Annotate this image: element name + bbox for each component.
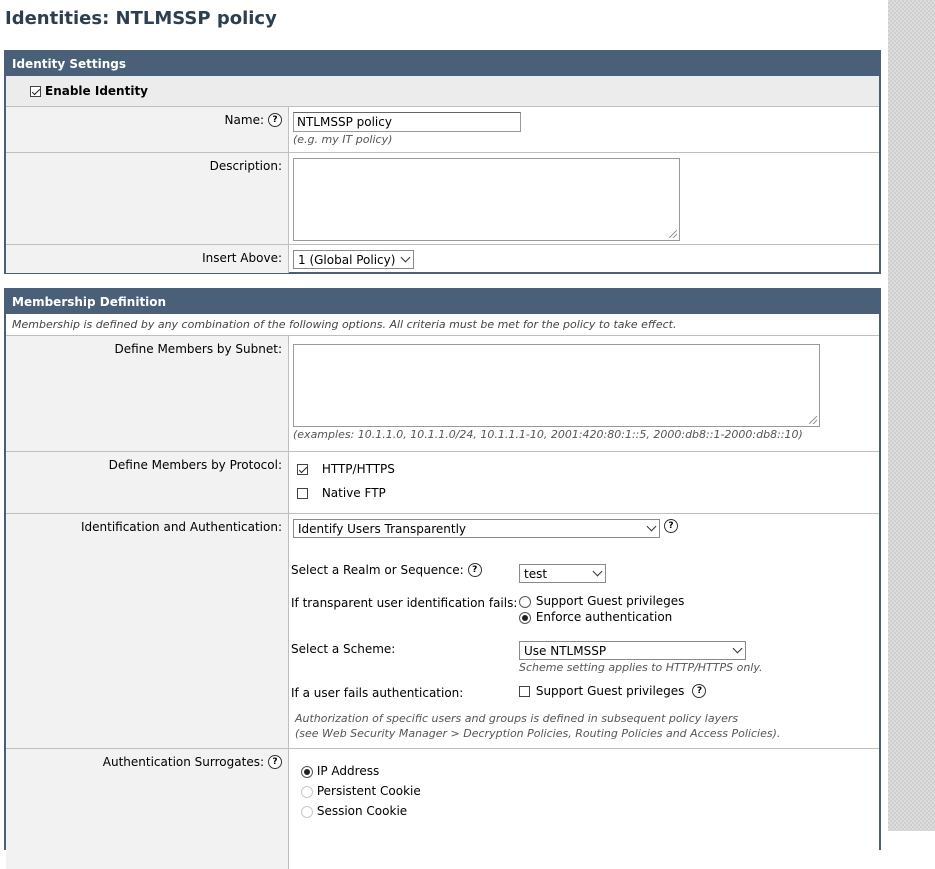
session-radio[interactable]	[301, 806, 313, 818]
ip-label: IP Address	[316, 764, 380, 778]
subnet-label: Define Members by Subnet:	[114, 342, 282, 356]
membership-intro: Membership is defined by any combination of the following options. All criteria must be met for the policy to take effect.	[12, 318, 677, 331]
subnet-value-cell	[289, 336, 879, 451]
subnet-hint: (examples: 10.1.1.0, 10.1.1.0/24, 10.1.1.1-10, 2001:420:80:1::5, 2000:db8::1-2000:db8::10)	[293, 428, 803, 441]
insert-above-row	[6, 244, 879, 273]
chevron-down-icon	[401, 253, 411, 263]
persistent-label: Persistent Cookie	[316, 784, 421, 798]
ftp-label: Native FTP	[321, 486, 386, 500]
enforce-label: Enforce authentication	[535, 610, 673, 624]
chevron-down-icon	[647, 522, 657, 532]
realm-label-wrap	[291, 563, 482, 577]
surrogate-ip[interactable]	[301, 764, 879, 778]
ip-radio[interactable]	[301, 766, 313, 778]
name-label-cell	[6, 107, 289, 152]
subnet-textarea[interactable]	[293, 344, 820, 427]
auth-row	[6, 513, 879, 748]
chevron-down-icon	[593, 567, 603, 577]
name-input[interactable]	[293, 112, 521, 132]
authz-note-1: Authorization of specific users and groups is defined in subsequent policy layers	[295, 712, 739, 725]
background-pattern	[888, 0, 935, 831]
realm-label: Select a Realm or Sequence:	[291, 563, 464, 577]
protocol-row	[6, 451, 879, 513]
identity-settings-panel	[4, 50, 881, 274]
membership-panel	[4, 288, 881, 850]
fail-option-guest[interactable]	[519, 594, 684, 608]
user-fail-option-label: Support Guest privileges	[535, 684, 685, 698]
insert-above-label: Insert Above:	[202, 251, 282, 265]
user-fail-option[interactable]	[519, 684, 706, 698]
subnet-row	[6, 335, 879, 451]
auth-value-cell	[289, 514, 879, 748]
persistent-radio[interactable]	[301, 786, 313, 798]
ftp-checkbox[interactable]	[297, 488, 308, 499]
auth-label-cell	[6, 514, 289, 748]
resize-grip-icon[interactable]	[809, 416, 817, 424]
http-checkbox[interactable]	[297, 464, 308, 475]
page-title: Identities: NTLMSSP policy	[5, 8, 277, 29]
insert-above-select[interactable]	[293, 250, 414, 269]
protocol-label-cell	[6, 452, 289, 513]
protocol-label: Define Members by Protocol:	[108, 458, 282, 472]
surrogate-session[interactable]	[301, 804, 879, 818]
help-icon[interactable]: ?	[692, 684, 706, 698]
surrogates-label: Authentication Surrogates:	[102, 755, 264, 769]
description-textarea[interactable]	[293, 158, 680, 241]
insert-above-value-cell	[289, 245, 879, 273]
authz-note-2: (see Web Security Manager > Decryption Policies, Routing Policies and Access Policies).	[295, 727, 781, 740]
fail-label: If transparent user identification fails:	[291, 596, 518, 610]
subnet-label-cell	[6, 336, 289, 451]
insert-above-label-cell	[6, 245, 289, 273]
description-value-cell	[289, 153, 879, 244]
help-icon[interactable]: ?	[268, 755, 282, 769]
help-icon[interactable]: ?	[268, 113, 282, 127]
protocol-value-cell	[289, 452, 879, 513]
chevron-down-icon	[733, 644, 743, 654]
realm-select[interactable]	[519, 564, 606, 583]
name-hint: (e.g. my IT policy)	[293, 133, 393, 146]
scheme-select[interactable]	[519, 641, 746, 660]
help-icon[interactable]: ?	[468, 563, 482, 577]
user-fail-checkbox[interactable]	[519, 686, 530, 697]
user-fail-label: If a user fails authentication:	[291, 686, 464, 700]
enable-identity-checkbox[interactable]	[30, 86, 41, 97]
identity-settings-header: Identity Settings	[6, 52, 879, 76]
guest-radio[interactable]	[519, 596, 531, 608]
scheme-ctrl-wrap	[519, 641, 763, 674]
help-icon[interactable]: ?	[664, 519, 678, 533]
name-row	[6, 106, 879, 152]
fail-option-enforce[interactable]	[519, 610, 684, 624]
session-label: Session Cookie	[316, 804, 408, 818]
realm-ctrl-wrap	[519, 564, 606, 583]
surrogates-value-cell	[289, 749, 879, 869]
resize-grip-icon[interactable]	[669, 230, 677, 238]
auth-value: Identify Users Transparently	[298, 521, 467, 536]
name-value-cell	[289, 107, 879, 152]
fail-options	[519, 594, 684, 624]
description-label-cell	[6, 153, 289, 244]
scheme-value: Use NTLMSSP	[524, 643, 607, 658]
auth-select[interactable]	[293, 519, 660, 538]
enable-identity-row	[6, 76, 879, 106]
surrogates-row	[6, 748, 879, 869]
name-label: Name:	[224, 113, 264, 127]
protocol-option-ftp[interactable]	[297, 486, 879, 500]
insert-above-value: 1 (Global Policy)	[298, 252, 396, 267]
protocol-option-http[interactable]	[297, 462, 879, 476]
realm-value: test	[524, 566, 548, 581]
auth-label: Identification and Authentication:	[80, 520, 282, 534]
description-label: Description:	[209, 159, 282, 173]
surrogate-persistent[interactable]	[301, 784, 879, 798]
scheme-label: Select a Scheme:	[291, 642, 396, 656]
guest-label: Support Guest privileges	[535, 594, 685, 608]
enforce-radio[interactable]	[519, 612, 531, 624]
membership-header: Membership Definition	[6, 290, 879, 314]
description-row	[6, 152, 879, 244]
surrogates-label-cell	[6, 749, 289, 869]
scheme-hint: Scheme setting applies to HTTP/HTTPS only.	[519, 661, 763, 674]
enable-identity-label: Enable Identity	[45, 84, 149, 98]
http-label: HTTP/HTTPS	[321, 462, 395, 476]
